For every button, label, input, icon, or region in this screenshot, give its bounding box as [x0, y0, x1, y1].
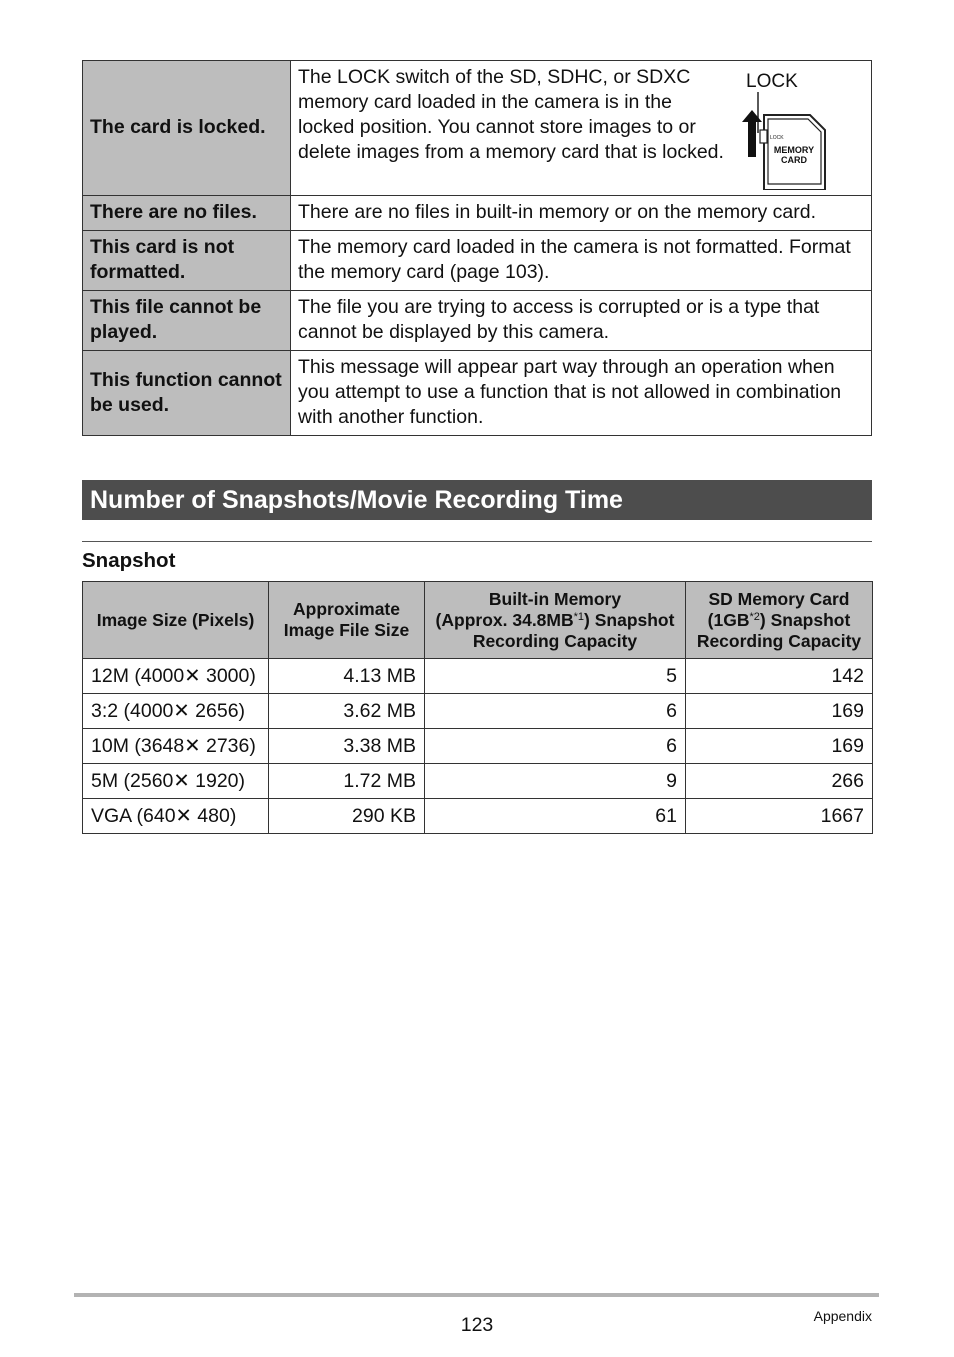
cell-builtin-capacity: 6	[425, 694, 686, 729]
cell-file-size: 1.72 MB	[269, 764, 425, 799]
table-row	[83, 659, 873, 694]
cell-image-size: 12M (4000✕ 3000)	[83, 659, 269, 694]
cell-sd-capacity: 142	[686, 659, 873, 694]
snapshot-capacity-table	[82, 581, 873, 834]
table-header-row	[83, 582, 873, 659]
table-row	[83, 61, 872, 196]
error-message-table	[82, 60, 872, 436]
cell-image-size: VGA (640✕ 480)	[83, 799, 269, 834]
header-builtin-capacity	[425, 582, 686, 659]
cell-sd-capacity: 1667	[686, 799, 873, 834]
cell-image-size: 3:2 (4000✕ 2656)	[83, 694, 269, 729]
table-row	[83, 764, 873, 799]
footnote-marker: *2	[749, 610, 760, 623]
cell-sd-capacity: 266	[686, 764, 873, 799]
cell-image-size: 5M (2560✕ 1920)	[83, 764, 269, 799]
header-builtin-pre: (Approx. 34.8MB	[435, 609, 574, 630]
cell-file-size: 3.62 MB	[269, 694, 425, 729]
table-row	[83, 231, 872, 291]
subsection-title: Snapshot	[82, 549, 176, 572]
header-builtin-line1: Built-in Memory	[488, 588, 622, 609]
card-label-line1: MEMORY	[773, 145, 815, 155]
footer-divider	[74, 1293, 879, 1297]
cell-file-size: 3.38 MB	[269, 729, 425, 764]
header-image-size: Image Size (Pixels)	[83, 582, 269, 659]
table-row	[83, 799, 873, 834]
message-term: This card is not formatted.	[83, 231, 291, 291]
header-file-size	[269, 582, 425, 659]
cell-sd-capacity: 169	[686, 694, 873, 729]
cell-builtin-capacity: 9	[425, 764, 686, 799]
table-row	[83, 291, 872, 351]
lock-label: LOCK	[746, 71, 798, 92]
page-number: 123	[460, 1314, 494, 1336]
message-term: There are no files.	[83, 196, 291, 231]
header-sd-post: ) Snapshot	[759, 609, 851, 630]
section-title: Number of Snapshots/Movie Recording Time	[82, 480, 872, 520]
cell-file-size: 4.13 MB	[269, 659, 425, 694]
cell-image-size: 10M (3648✕ 2736)	[83, 729, 269, 764]
message-term: This function cannot be used.	[83, 351, 291, 436]
message-description	[291, 61, 872, 196]
lock-switch-illustration	[724, 65, 864, 190]
section-divider	[82, 541, 872, 542]
cell-sd-capacity: 169	[686, 729, 873, 764]
table-row	[83, 729, 873, 764]
header-builtin-line3: Recording Capacity	[472, 630, 638, 651]
header-sd-capacity	[686, 582, 873, 659]
card-label-line2: CARD	[781, 155, 807, 165]
message-term: The card is locked.	[83, 61, 291, 196]
message-description: This message will appear part way through an operation when you attempt to use a function that is not allowed in combination with another function.	[291, 351, 872, 436]
table-row	[83, 351, 872, 436]
header-sd-line3: Recording Capacity	[696, 630, 862, 651]
table-row	[83, 196, 872, 231]
cell-builtin-capacity: 61	[425, 799, 686, 834]
message-description-text: The LOCK switch of the SD, SDHC, or SDXC memory card loaded in the camera is in the locked position. You cannot store images to or delete images from a memory card that is locked.	[298, 66, 724, 163]
message-description: The memory card loaded in the camera is not formatted. Format the memory card (page 103).	[291, 231, 872, 291]
header-builtin-post: ) Snapshot	[584, 609, 675, 630]
footer-section-label: Appendix	[813, 1308, 872, 1324]
cell-builtin-capacity: 6	[425, 729, 686, 764]
message-term: This file cannot be played.	[83, 291, 291, 351]
message-description: There are no files in built-in memory or on the memory card.	[291, 196, 872, 231]
header-sd-pre: (1GB	[707, 609, 750, 630]
message-description: The file you are trying to access is corrupted or is a type that cannot be displayed by this camera.	[291, 291, 872, 351]
footnote-marker: *1	[573, 610, 585, 623]
memory-card-icon	[724, 65, 864, 190]
table-row	[83, 694, 873, 729]
header-sd-line1: SD Memory Card	[708, 588, 850, 609]
lock-switch-text: LOCK	[770, 135, 784, 141]
cell-file-size: 290 KB	[269, 799, 425, 834]
header-file-size-line2: Image File Size	[283, 620, 410, 640]
header-file-size-line1: Approximate	[293, 599, 400, 619]
cell-builtin-capacity: 5	[425, 659, 686, 694]
